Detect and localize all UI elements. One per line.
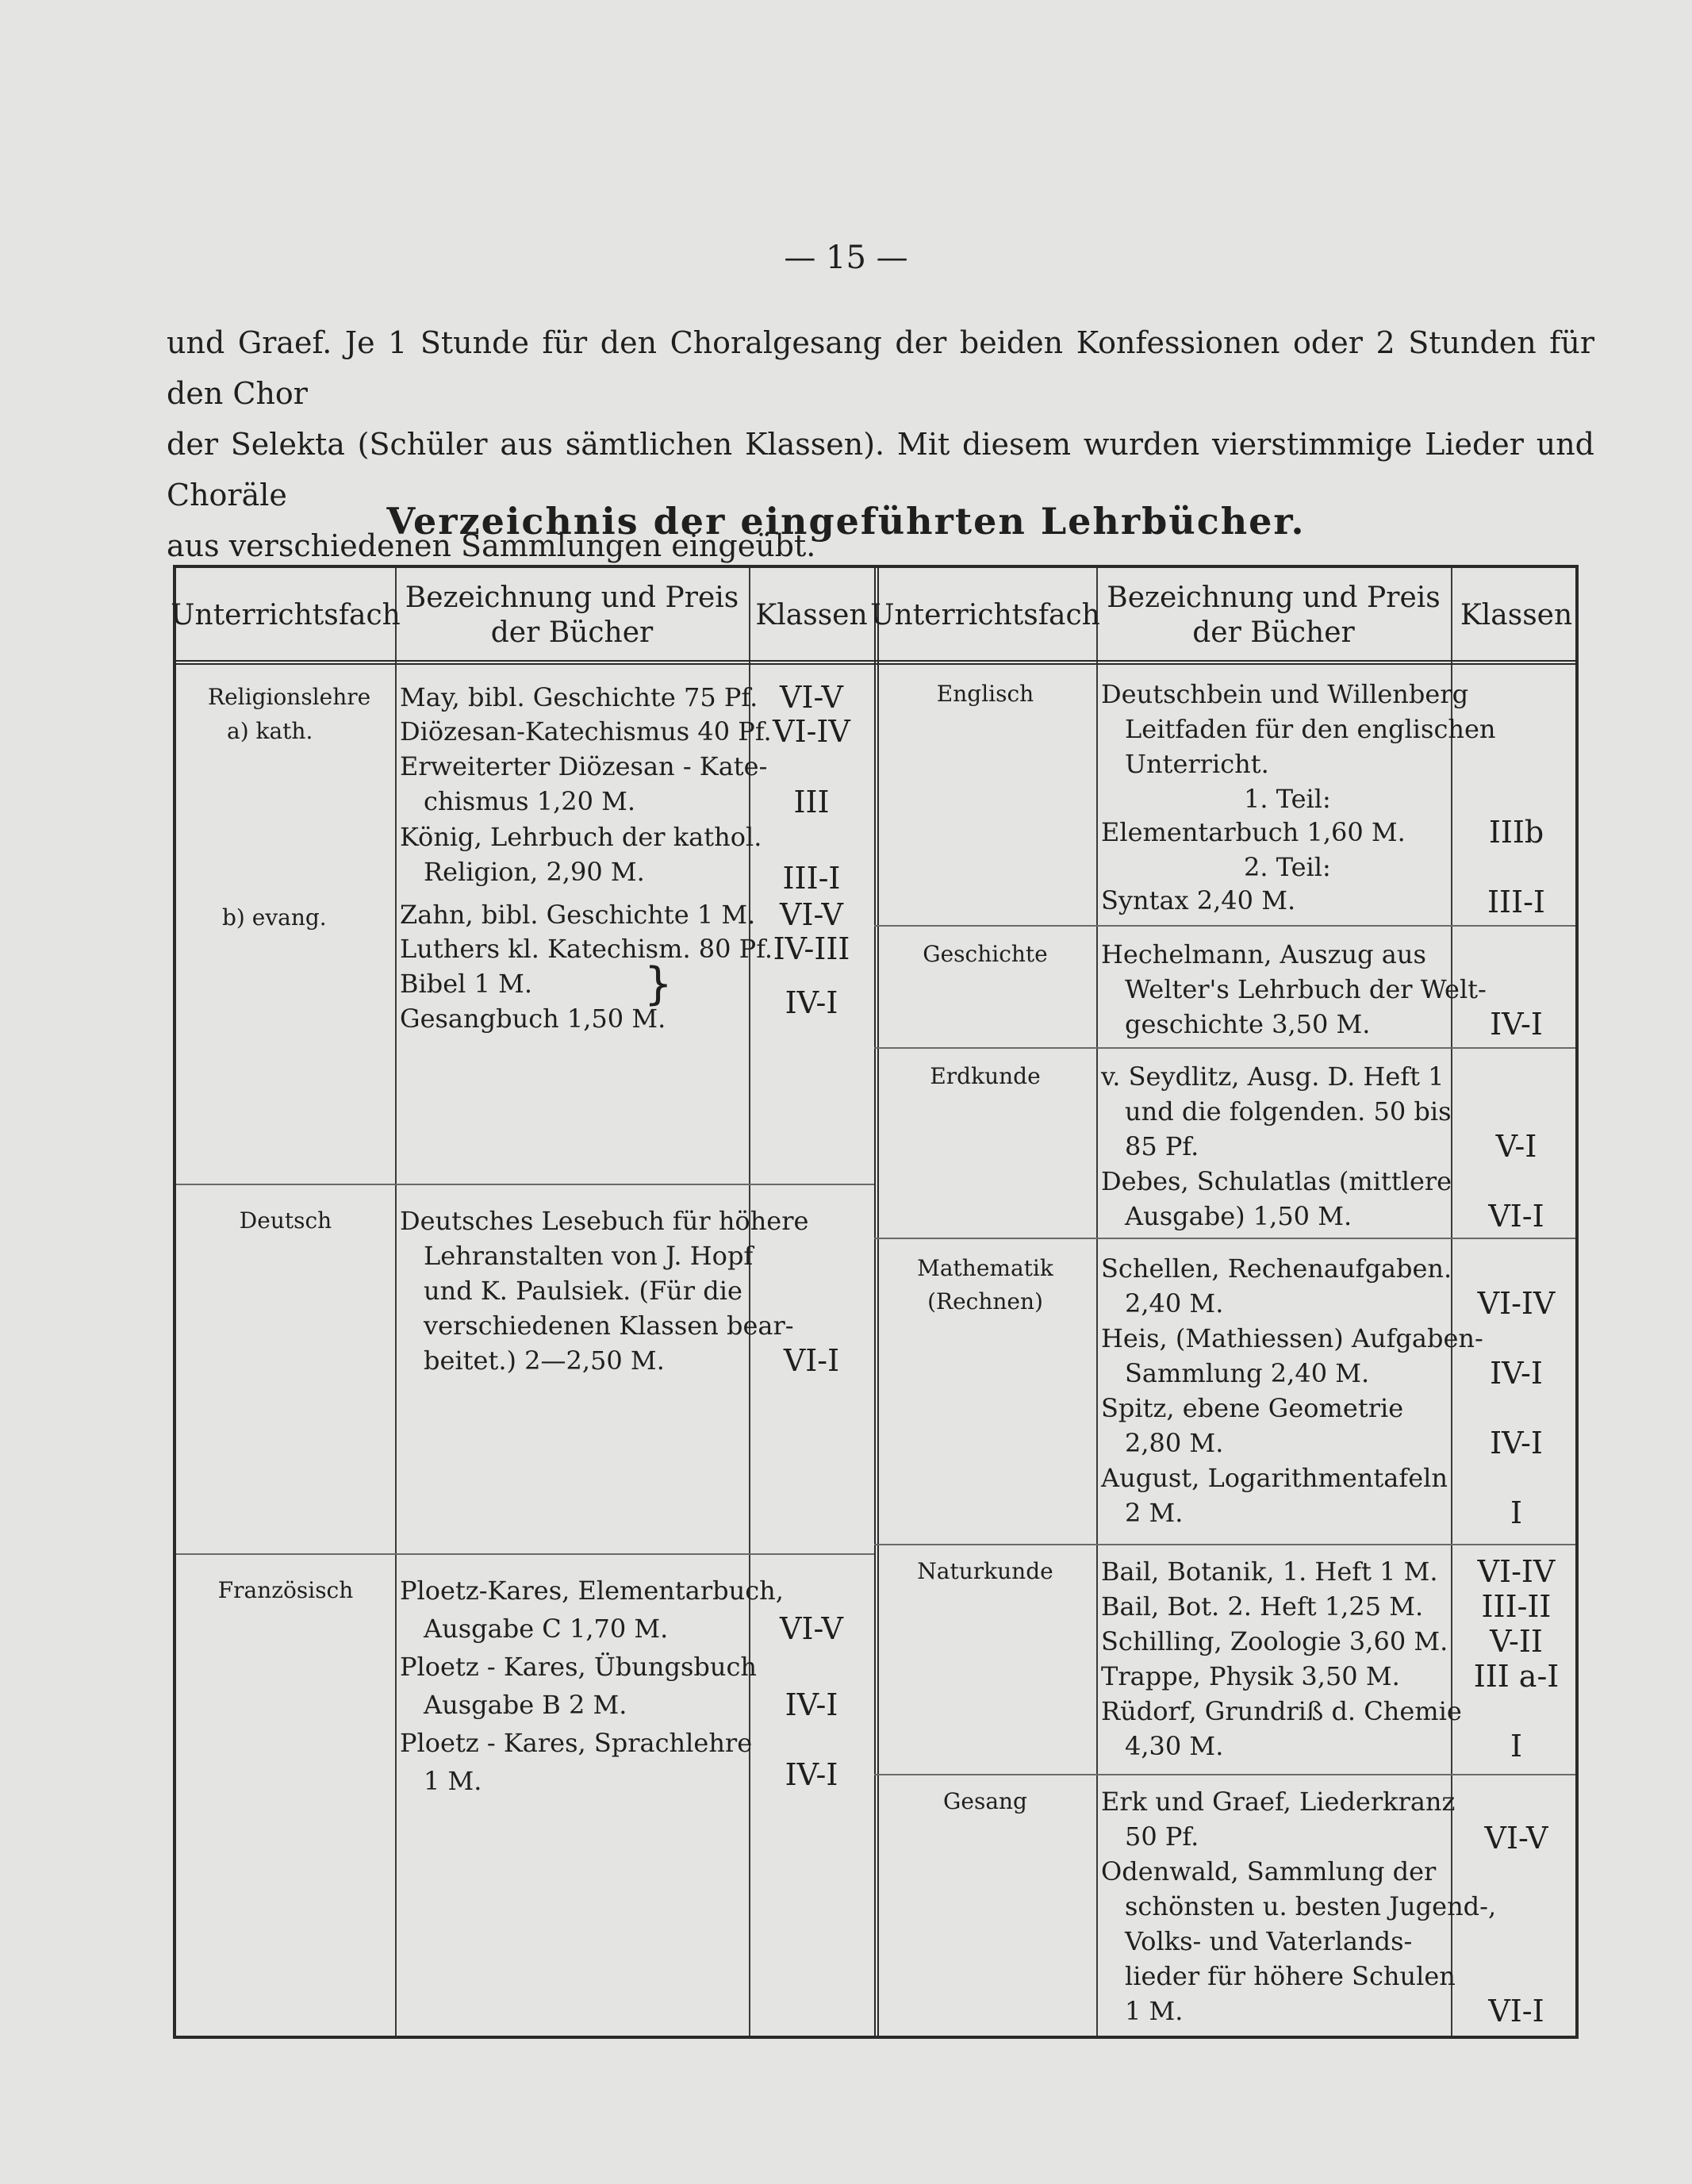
book-entry: Zahn, bibl. Geschichte 1 M. <box>400 900 756 930</box>
book-entry: Debes, Schulatlas (mittlere <box>1101 1166 1452 1196</box>
intro-line: und Graef. Je 1 Stunde für den Choralgesang der beiden Konfessionen oder 2 Stunden für den Chor <box>167 325 1594 411</box>
book-entry: Trappe, Physik 3,50 M. <box>1101 1661 1400 1691</box>
book-entry: 2,40 M. <box>1125 1288 1224 1318</box>
book-entry: 50 Pf. <box>1125 1821 1199 1852</box>
class-range: VI-V <box>780 680 843 715</box>
class-range: VI-I <box>1488 1199 1544 1234</box>
class-range: VI-IV <box>773 714 850 749</box>
book-entry: Lehranstalten von J. Hopf <box>424 1241 754 1271</box>
row-separator <box>874 1544 1575 1545</box>
book-entry: schönsten u. besten Jugend-, <box>1125 1891 1497 1921</box>
class-range: VI-V <box>1484 1821 1548 1856</box>
brace-mark: } <box>644 958 673 1010</box>
class-range: VI-V <box>780 1611 843 1646</box>
class-range: IV-I <box>785 985 838 1020</box>
class-range: V-I <box>1495 1129 1537 1164</box>
header-title-line: Bezeichnung und Preis <box>405 582 739 614</box>
book-entry: Religion, 2,90 M. <box>424 857 645 887</box>
header-title-line: Bezeichnung und Preis <box>1107 582 1441 614</box>
book-entry: Rüdorf, Grundriß d. Chemie <box>1101 1696 1462 1726</box>
book-entry: May, bibl. Geschichte 75 Pf. <box>400 682 758 712</box>
class-range: I <box>1510 1495 1522 1530</box>
class-range: III <box>793 785 830 819</box>
row-separator <box>874 1774 1575 1775</box>
class-range: III-I <box>1487 885 1545 919</box>
book-entry: 1. Teil: <box>1244 784 1331 814</box>
book-entry: 1 M. <box>424 1766 482 1796</box>
subject-label: Naturkunde <box>917 1558 1053 1584</box>
book-entry: Bibel 1 M. <box>400 969 533 999</box>
book-entry: und K. Paulsiek. (Für die <box>424 1276 742 1306</box>
book-entry: 4,30 M. <box>1125 1731 1224 1761</box>
book-entry: Erk und Graef, Liederkranz <box>1101 1787 1456 1817</box>
class-range: VI-IV <box>1477 1286 1556 1321</box>
header-classes: Klassen <box>755 599 868 631</box>
page-number: — 15 — <box>784 240 908 276</box>
header-title <box>1096 576 1451 655</box>
table-heading: Verzeichnis der eingeführten Lehrbücher. <box>386 500 1306 543</box>
book-entry: Gesangbuch 1,50 M. <box>400 1004 666 1034</box>
row-separator <box>176 1553 874 1555</box>
book-entry: Schellen, Rechenaufgaben. <box>1101 1253 1452 1284</box>
book-entry: Welter's Lehrbuch der Welt- <box>1125 974 1487 1004</box>
class-range: IV-I <box>785 1687 838 1722</box>
row-separator <box>874 1238 1575 1239</box>
book-entry: Ploetz-Kares, Elementarbuch, <box>400 1576 784 1606</box>
class-range: III a-I <box>1473 1659 1560 1694</box>
subject-sublabel: a) kath. <box>227 718 313 744</box>
subject-label: Deutsch <box>239 1207 332 1234</box>
subject-label: Englisch <box>936 681 1034 707</box>
row-separator <box>176 1184 874 1185</box>
book-entry: Deutsches Lesebuch für höhere <box>400 1206 809 1236</box>
class-range: III-I <box>782 861 841 896</box>
subject-sublabel: (Rechnen) <box>927 1288 1043 1315</box>
book-entry: Ploetz - Kares, Übungsbuch <box>400 1652 758 1682</box>
subject-label: Gesang <box>943 1788 1027 1814</box>
class-range: VI-IV <box>1477 1554 1556 1589</box>
book-entry: Schilling, Zoologie 3,60 M. <box>1101 1626 1448 1656</box>
book-entry: Unterricht. <box>1125 749 1269 779</box>
book-entry: chismus 1,20 M. <box>424 786 636 816</box>
header-title <box>395 576 749 655</box>
book-entry: Ausgabe C 1,70 M. <box>424 1614 669 1644</box>
book-entry: lieder für höhere Schulen <box>1125 1961 1456 1991</box>
book-entry: 1 M. <box>1125 1996 1184 2026</box>
subject-label: Französisch <box>217 1577 354 1603</box>
book-entry: und die folgenden. 50 bis <box>1125 1096 1452 1127</box>
book-entry: Bail, Bot. 2. Heft 1,25 M. <box>1101 1591 1424 1622</box>
class-range: IIIb <box>1488 815 1544 850</box>
book-entry: Syntax 2,40 M. <box>1101 885 1296 915</box>
book-entry: Volks- und Vaterlands- <box>1125 1926 1413 1956</box>
book-entry: Leitfaden für den englischen <box>1125 714 1496 744</box>
book-entry: 2,80 M. <box>1125 1428 1224 1458</box>
header-title-line: der Bücher <box>490 616 654 649</box>
class-range: I <box>1510 1729 1522 1764</box>
class-range: IV-I <box>785 1757 838 1792</box>
header-subject: Unterrichtsfach <box>870 599 1100 631</box>
subject-label: Geschichte <box>923 941 1048 967</box>
book-entry: Sammlung 2,40 M. <box>1125 1358 1370 1388</box>
class-range: IV-I <box>1490 1356 1543 1391</box>
book-entry: August, Logarithmentafeln <box>1101 1463 1448 1493</box>
book-entry: König, Lehrbuch der kathol. <box>400 822 762 852</box>
class-range: IV-III <box>773 931 850 966</box>
book-entry: beitet.) 2—2,50 M. <box>424 1345 665 1376</box>
header-classes: Klassen <box>1460 599 1573 631</box>
subject-label: Erdkunde <box>930 1063 1041 1089</box>
book-entry: Deutschbein und Willenberg <box>1101 679 1469 709</box>
intro-line: der Selekta (Schüler aus sämtlichen Klassen). Mit diesem wurden vierstimmige Lieder und Choräle <box>167 427 1594 512</box>
header-rule <box>176 660 1575 665</box>
book-entry: Bail, Botanik, 1. Heft 1 M. <box>1101 1556 1438 1587</box>
subject-label: Religionslehre <box>208 684 371 710</box>
class-range: VI-I <box>783 1343 840 1378</box>
book-entry: 85 Pf. <box>1125 1131 1199 1161</box>
book-entry: Spitz, ebene Geometrie <box>1101 1393 1404 1423</box>
column-divider <box>395 568 397 2036</box>
header-subject: Unterrichtsfach <box>171 599 401 631</box>
book-entry: Ploetz - Kares, Sprachlehre <box>400 1728 753 1758</box>
intro-line: aus verschiedenen Sammlungen eingeübt. <box>167 528 816 563</box>
book-entry: Odenwald, Sammlung der <box>1101 1856 1437 1887</box>
book-entry: v. Seydlitz, Ausg. D. Heft 1 <box>1101 1061 1445 1092</box>
subject-label: Mathematik <box>917 1255 1053 1281</box>
class-range: VI-V <box>780 897 843 932</box>
class-range: IV-I <box>1490 1426 1543 1460</box>
book-entry: Ausgabe) 1,50 M. <box>1125 1201 1352 1231</box>
class-range: V-II <box>1490 1624 1543 1659</box>
class-range: IV-I <box>1490 1007 1543 1042</box>
book-entry: Ausgabe B 2 M. <box>424 1690 627 1720</box>
book-entry: Erweiterter Diözesan - Kate- <box>400 751 768 781</box>
book-entry: 2. Teil: <box>1244 852 1331 882</box>
book-entry: geschichte 3,50 M. <box>1125 1009 1371 1039</box>
column-divider <box>1096 568 1098 2036</box>
book-entry: verschiedenen Klassen bear- <box>424 1311 794 1341</box>
class-range: VI-I <box>1488 1994 1544 2029</box>
book-entry: Elementarbuch 1,60 M. <box>1101 817 1406 847</box>
row-separator <box>874 925 1575 927</box>
textbook-table <box>173 565 1579 2039</box>
book-entry: Hechelmann, Auszug aus <box>1101 939 1426 969</box>
book-entry: Heis, (Mathiessen) Aufgaben- <box>1101 1323 1483 1353</box>
book-entry: Diözesan-Katechismus 40 Pf. <box>400 716 772 747</box>
header-title-line: der Bücher <box>1192 616 1355 649</box>
subject-sublabel: b) evang. <box>222 904 327 931</box>
class-range: III-II <box>1481 1589 1552 1624</box>
row-separator <box>874 1047 1575 1049</box>
book-entry: 2 M. <box>1125 1498 1184 1528</box>
book-entry: Luthers kl. Katechism. 80 Pf. <box>400 934 773 964</box>
